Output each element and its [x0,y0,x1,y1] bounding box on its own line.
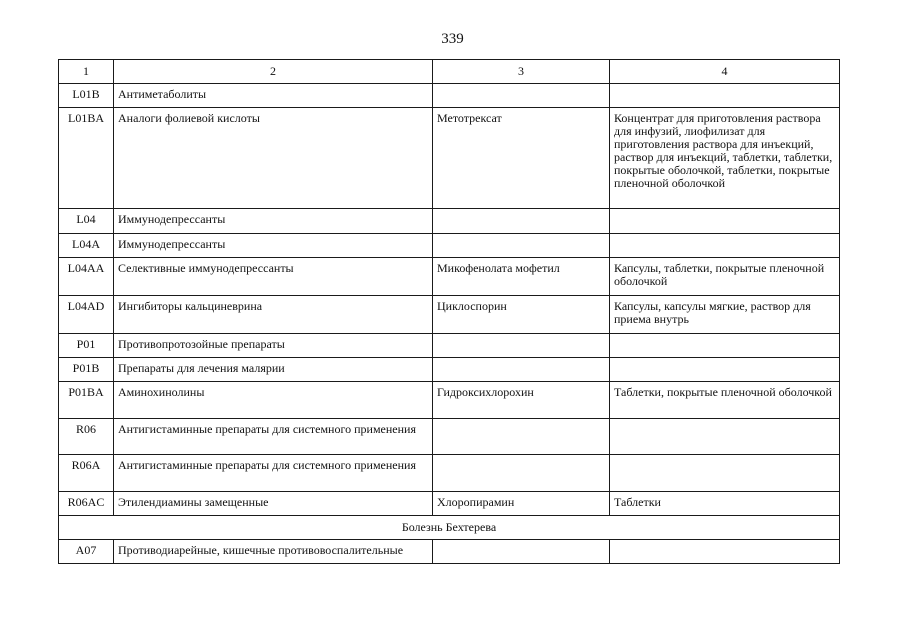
atc-code-cell: L04 [59,209,114,234]
group-name-cell: Этилендиамины замещенные [114,492,433,516]
table-row [59,209,840,234]
atc-code-cell: P01B [59,358,114,382]
dosage-form-cell: Капсулы, таблетки, покрытые пленочной оболочкой [610,258,840,296]
table-row [59,455,840,492]
drug-name-cell: Гидроксихлорохин [433,382,610,419]
drug-name-cell [433,209,610,234]
group-name-cell: Иммунодепрессанты [114,234,433,258]
section-row [59,516,840,540]
drug-name-cell [433,455,610,492]
drug-name-cell [433,334,610,358]
column-header: 4 [610,60,840,84]
atc-code-cell: L01B [59,84,114,108]
group-name-cell: Ингибиторы кальциневрина [114,296,433,334]
dosage-form-cell [610,209,840,234]
group-name-cell: Противодиарейные, кишечные противовоспалительные [114,540,433,564]
group-name-cell: Препараты для лечения малярии [114,358,433,382]
atc-code-cell: L04A [59,234,114,258]
table-row [59,540,840,564]
atc-code-cell: A07 [59,540,114,564]
table-row [59,234,840,258]
group-name-cell: Антигистаминные препараты для системного применения [114,455,433,492]
table-header-row [59,60,840,84]
dosage-form-cell: Таблетки, покрытые пленочной оболочкой [610,382,840,419]
atc-code-cell: L04AD [59,296,114,334]
column-header: 1 [59,60,114,84]
page-number: 339 [441,31,464,47]
dosage-form-cell [610,234,840,258]
dosage-form-cell: Таблетки [610,492,840,516]
table-row [59,358,840,382]
drug-table [58,59,840,564]
group-name-cell: Аминохинолины [114,382,433,419]
atc-code-cell: R06AC [59,492,114,516]
table-row [59,419,840,455]
column-header: 2 [114,60,433,84]
atc-code-cell: P01BA [59,382,114,419]
dosage-form-cell [610,455,840,492]
dosage-form-cell [610,84,840,108]
drug-name-cell [433,358,610,382]
drug-name-cell: Микофенолата мофетил [433,258,610,296]
drug-name-cell: Циклоспорин [433,296,610,334]
dosage-form-cell: Капсулы, капсулы мягкие, раствор для приема внутрь [610,296,840,334]
drug-name-cell: Хлоропирамин [433,492,610,516]
drug-name-cell [433,540,610,564]
column-header: 3 [433,60,610,84]
atc-code-cell: R06A [59,455,114,492]
drug-name-cell [433,419,610,455]
table-row [59,334,840,358]
drug-name-cell: Метотрексат [433,108,610,209]
group-name-cell: Аналоги фолиевой кислоты [114,108,433,209]
dosage-form-cell [610,334,840,358]
group-name-cell: Иммунодепрессанты [114,209,433,234]
atc-code-cell: P01 [59,334,114,358]
section-title: Болезнь Бехтерева [59,516,840,540]
atc-code-cell: L04AA [59,258,114,296]
atc-code-cell: R06 [59,419,114,455]
dosage-form-cell: Концентрат для приготовления раствора для инфузий, лиофилизат для приготовления раствора для инъекций, раствор для инъекций, таблетки, таблетки, покрытые оболочкой, таблетки, покрытые пленочной оболочкой [610,108,840,209]
group-name-cell: Селективные иммунодепрессанты [114,258,433,296]
table-row [59,108,840,209]
drug-name-cell [433,84,610,108]
table-row [59,84,840,108]
table-row [59,258,840,296]
group-name-cell: Антиметаболиты [114,84,433,108]
dosage-form-cell [610,540,840,564]
dosage-form-cell [610,358,840,382]
table-row [59,296,840,334]
group-name-cell: Антигистаминные препараты для системного применения [114,419,433,455]
group-name-cell: Противопротозойные препараты [114,334,433,358]
atc-code-cell: L01BA [59,108,114,209]
dosage-form-cell [610,419,840,455]
table-row [59,382,840,419]
table-row [59,492,840,516]
drug-name-cell [433,234,610,258]
